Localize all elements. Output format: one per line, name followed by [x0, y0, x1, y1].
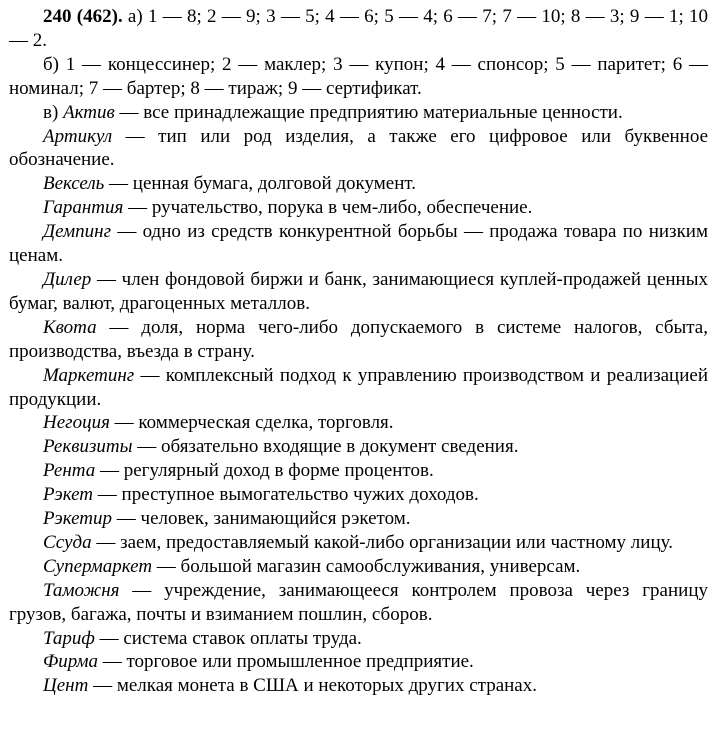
definition-reket	[9, 483, 708, 507]
definition-rekvizity	[9, 435, 708, 459]
term-renta: Рента	[43, 460, 96, 482]
definition-text: — коммерческая сделка, торговля.	[109, 412, 394, 434]
definition-text: — ручательство, порука в чем-либо, обеспечение.	[123, 197, 533, 219]
term-marketing: Маркетинг	[43, 364, 135, 386]
definition-kvota	[9, 316, 708, 364]
definition-marketing	[9, 364, 708, 412]
definition-text: — ценная бумага, долговой документ.	[104, 173, 416, 195]
term-supermarket: Супермаркет	[43, 555, 153, 577]
definition-text: — регулярный доход в форме процентов.	[95, 460, 434, 482]
term-rekvizity: Реквизиты	[43, 436, 133, 458]
answer-b-paragraph	[9, 53, 708, 101]
term-reket: Рэкет	[43, 484, 94, 506]
definition-supermarket	[9, 555, 708, 579]
term-diler: Дилер	[43, 268, 92, 290]
answer-b-text: б) 1 — концессинер; 2 — маклер; 3 — купон; 4 — спонсор; 5 — паритет; 6 — номинал; 7 — бартер; 8 — тираж; 9 — сертификат.	[9, 53, 708, 99]
term-firma: Фирма	[43, 651, 98, 673]
definition-text: — одно из средств конкурентной борьбы — продажа товара по низким ценам.	[9, 221, 708, 267]
definition-text: — преступное вымогательство чужих доходов.	[93, 484, 479, 506]
definition-text: — учреждение, занимающееся контролем провоза через границу грузов, багажа, почты и взиманием пошлин, сборов.	[9, 579, 708, 625]
definition-text: — член фондовой биржи и банк, занимающиеся куплей-продажей ценных бумаг, валют, драгоценных металлов.	[9, 268, 708, 314]
definition-text: — все принадлежащие предприятию материальные ценности.	[114, 101, 623, 123]
definition-firma	[9, 650, 708, 674]
answer-v-marker: в)	[43, 101, 64, 123]
definition-text: — система ставок оплаты труда.	[94, 627, 362, 649]
definition-text: — человек, занимающийся рэкетом.	[112, 508, 411, 530]
answer-a-paragraph	[9, 5, 708, 53]
term-kvota: Квота	[43, 316, 97, 338]
definition-text: — мелкая монета в США и некоторых других странах.	[88, 675, 537, 697]
definition-tsent	[9, 674, 708, 698]
term-negotsiya: Негоция	[43, 412, 110, 434]
answer-a-text: а) 1 — 8; 2 — 9; 3 — 5; 4 — 6; 5 — 4; 6 — 7; 7 — 10; 8 — 3; 9 — 1; 10 — 2.	[9, 6, 708, 51]
term-garantiya: Гарантия	[43, 197, 124, 219]
term-tarif: Тариф	[43, 627, 95, 649]
term-artikul: Артикул	[43, 125, 113, 147]
definition-renta	[9, 459, 708, 483]
definition-text: — торговое или промышленное предприятие.	[97, 651, 474, 673]
exercise-number: 240 (462).	[43, 6, 123, 27]
definition-text: — тип или род изделия, а также его цифровое или буквенное обозначение.	[9, 125, 708, 171]
term-tamozhnya: Таможня	[43, 579, 120, 601]
definition-text: — доля, норма чего-либо допускаемого в системе налогов, сбыта, производства, въезда в страну.	[9, 316, 708, 362]
definition-ssuda	[9, 531, 708, 555]
definition-tamozhnya	[9, 579, 708, 627]
definition-negotsiya	[9, 411, 708, 435]
term-veksel: Вексель	[43, 173, 105, 195]
definition-text: — обязательно входящие в документ сведения.	[132, 436, 519, 458]
definition-text: — комплексный подход к управлению производством и реализацией продукции.	[9, 364, 708, 410]
definition-aktiv	[9, 101, 708, 125]
term-tsent: Цент	[43, 675, 89, 697]
definition-demping	[9, 220, 708, 268]
definition-artikul	[9, 125, 708, 173]
definition-tarif	[9, 627, 708, 651]
definition-diler	[9, 268, 708, 316]
definition-garantiya	[9, 196, 708, 220]
definition-veksel	[9, 172, 708, 196]
term-demping: Демпинг	[43, 221, 112, 243]
term-ssuda: Ссуда	[43, 531, 92, 553]
definition-text: — заем, предоставляемый какой-либо организации или частному лицу.	[91, 531, 673, 553]
definition-reketir	[9, 507, 708, 531]
term-reketir: Рэкетир	[43, 508, 113, 530]
term-aktiv: Актив	[63, 101, 115, 123]
definition-text: — большой магазин самообслуживания, универсам.	[152, 555, 581, 577]
